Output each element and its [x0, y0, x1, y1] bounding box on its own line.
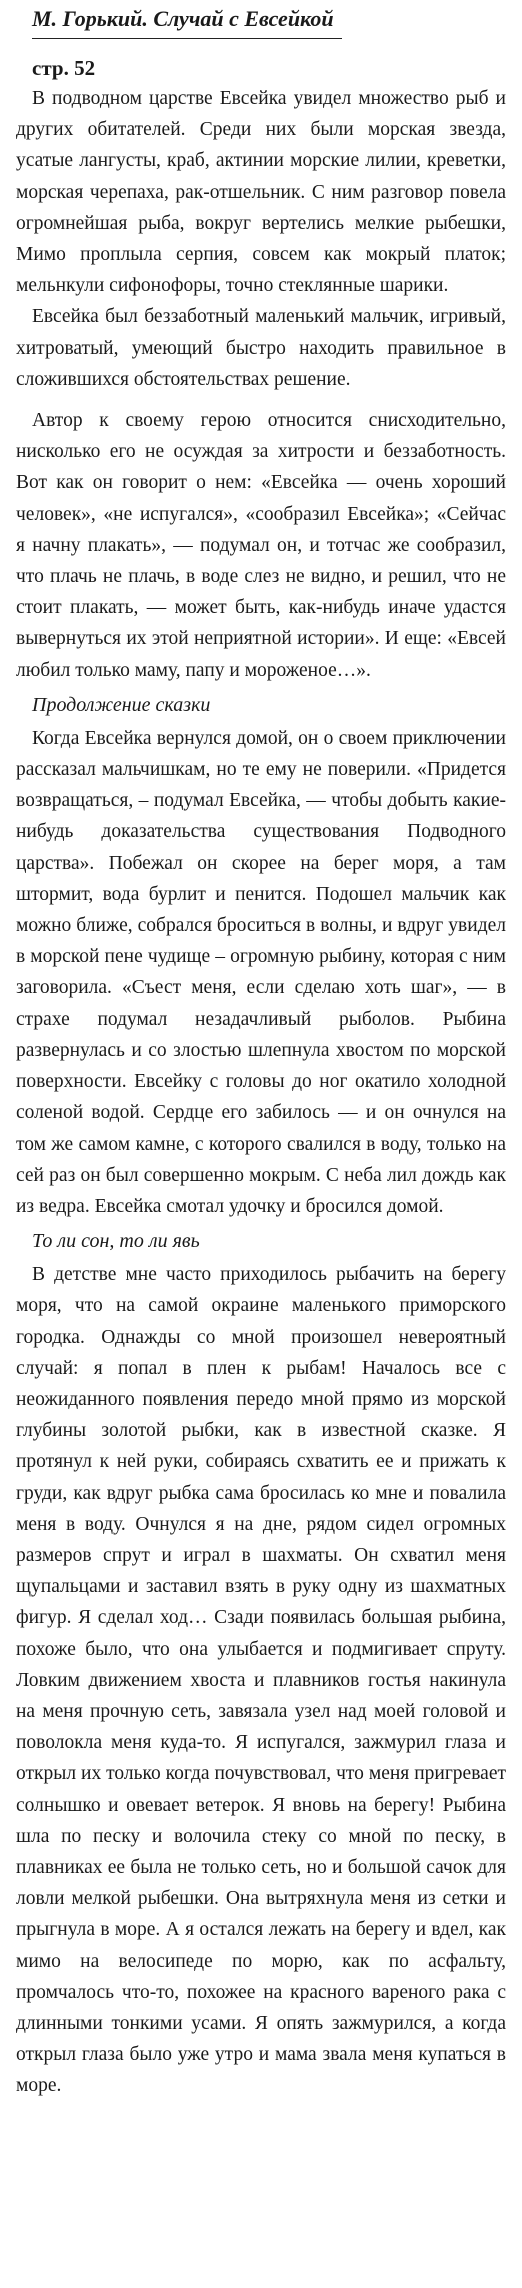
paragraph-underwater-kingdom: В подводном царстве Евсейка увидел множество рыб и других обитателей. Среди них были морская звезда, усатые лангусты, краб, актинии морские лилии, креветки, морская черепаха, рак-отшельник. С ним разговор повела огромнейшая рыба, вокруг вертелись мелкие рыбешки, Мимо проплыла серпия, совсем как мокрый платок; мельнкули сифонофоры, точно стеклянные шарики. — [16, 88, 506, 297]
paragraph-evseyka-character: Евсейка был беззаботный маленький мальчик, игривый, хитроватый, умеющий быстро находить правильное в сложившихся обстоятельствах решение. — [16, 306, 506, 390]
page-number-label: стр. 52 — [32, 56, 96, 80]
subheading-dream-or-reality: То ли сон, то ли явь — [32, 1230, 200, 1253]
paragraph-dream-story: В детстве мне часто приходилось рыбачить на берегу моря, что на самой окраине маленького приморского городка. Однажды со мной произошел невероятный случай: я попал в плен к рыбам! Началось все с неожиданного появления передо мной прямо из морской глубины золотой рыбки, как в известной сказке. Я протянул к ней руки, собираясь схватить ее и прижать к груди, как вдруг рыбка сама бросилась ко мне и повалила меня в воду. Очнулся я на дне, рядом сидел огромных размеров спрут и играл в шахматы. Он схватил меня щупальцами и заставил взять в руку одну из шахматных фигур. Я сделал ход… Сзади появилась большая рыбина, похоже было, что она улыбается и подмигивает спруту. Ловким движением хвоста и плавников гостья накинула на меня прочную сеть, завязала узел над моей головой и поволокла меня куда-то. Я испугался, зажмурил глаза и открыл их только когда почувствовал, что меня пригревает солнышко и овевает ветерок. Я вновь на берегу! Рыбина шла по песку и волочила стеку со мной по песку, в плавниках ее была не только сеть, но и большой сачок для ловли мелкой рыбешки. Она вытряхнула меня из сетки и прыгнула в море. А я остался лежать на берегу и вдел, как мимо на велосипеде по морю, как по асфальту, промчалось что-то, похожее на красного вареного рака с длинными тонкими усами. Я опять зажмурился, а когда открыл глаза было уже утро и мама звала меня купаться в море. — [16, 1264, 506, 2097]
paragraph-author-attitude: Автор к своему герою относится снисходительно, нисколько его не осуждая за хитрости и беззаботность. Вот как он говорит о нем: «Евсейка — очень хороший человек», «не испугался», «сообразил Евсейка»; «Сейчас я начну плакать», — подумал он, и тотчас же сообразил, что плачь не плачь, в воде слез не видно, и решил, что не стоит плакать, — может быть, как-нибудь иначе удастся вывернуться их этой неприятной истории». И еще: «Евсей любил только маму, папу и мороженое…». — [16, 410, 506, 681]
subheading-continuation: Продолжение сказки — [32, 693, 211, 716]
paragraph-story-continuation: Когда Евсейка вернулся домой, он о своем приключении рассказал мальчишкам, но те ему не поверили. «Придется возвращаться, – подумал Евсейка, — чтобы добыть какие-нибудь доказательства существования Подводного царства». Побежал он скорее на берег моря, а там штормит, вода бурлит и пенится. Подошел мальчик как можно ближе, собрался броситься в волны, и вдруг увидел в морской пене чудище – огромную рыбину, которая с ним заговорила. «Съест меня, если сделаю хоть шаг», — в страхе подумал незадачливый рыболов. Рыбина развернулась и со злостью шлепнула хвостом по морской поверхности. Евсейку с головы до ног окатило холодной соленой водой. Сердце его забилось — и он очнулся на том же самом камне, с которого свалился в воду, только на сей раз он был совершенно мокрым. С неба лил дождь как из ведра. Евсейка смотал удочку и бросился домой. — [16, 727, 506, 1217]
running-header: М. Горький. Случай с Евсейкой — [32, 4, 342, 39]
